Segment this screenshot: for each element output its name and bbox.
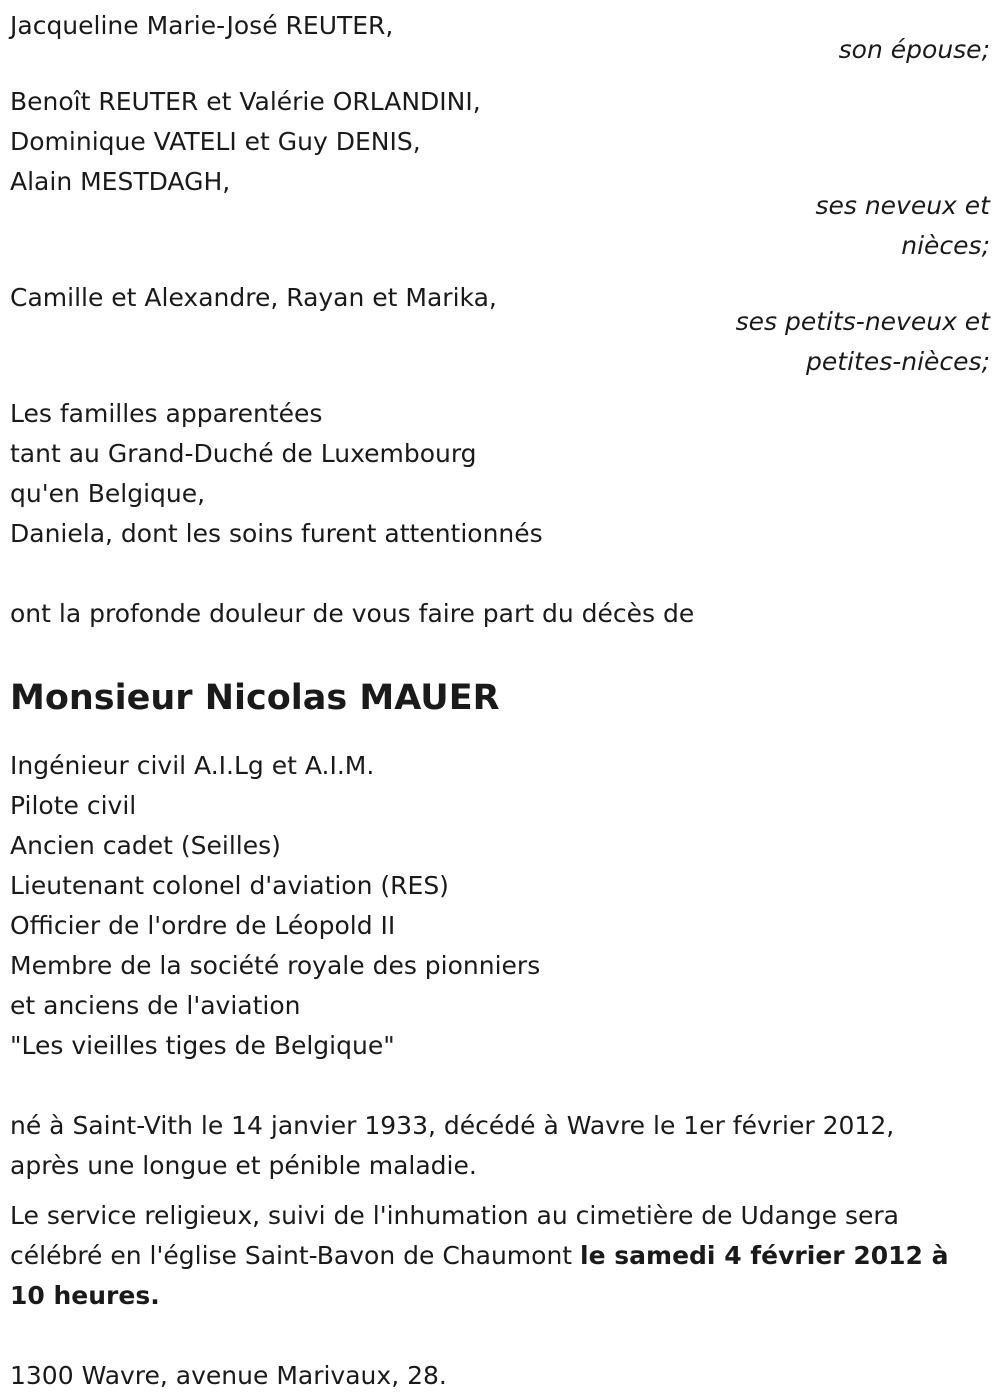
announcement-text: ont la profonde douleur de vous faire part du décès de	[10, 599, 695, 628]
families-line: qu'en Belgique,	[10, 479, 206, 508]
address-line: 1300 Wavre, avenue Marivaux, 28.	[10, 1361, 447, 1390]
spouse-name: Jacqueline Marie-José REUTER,	[10, 11, 394, 40]
nephew-line: Alain MESTDAGH,	[10, 167, 231, 196]
title-line: Officier de l'ordre de Léopold II	[10, 911, 396, 940]
families-line: Daniela, dont les soins furent attentionnés	[10, 519, 543, 548]
nephew-line: Benoît REUTER et Valérie ORLANDINI,	[10, 87, 481, 116]
service-line: Le service religieux, suivi de l'inhumation au cimetière de Udange sera	[10, 1201, 900, 1230]
service-date: le samedi 4 février 2012 à	[580, 1241, 949, 1270]
title-line: Pilote civil	[10, 791, 137, 820]
families-block	[10, 394, 990, 554]
nephew-line: Dominique VATELI et Guy DENIS,	[10, 127, 421, 156]
obituary-notice	[10, 6, 990, 1396]
nephews-role: nièces;	[901, 231, 990, 260]
title-line: Ingénieur civil A.I.Lg et A.I.M.	[10, 751, 375, 780]
service-block	[10, 1196, 990, 1316]
families-line: tant au Grand-Duché de Luxembourg	[10, 439, 477, 468]
birth-death-block	[10, 1106, 990, 1186]
birth-death-line: après une longue et pénible maladie.	[10, 1151, 477, 1180]
title-line: Membre de la société royale des pionniers	[10, 951, 541, 980]
grand-nephew-line: Camille et Alexandre, Rayan et Marika,	[10, 283, 497, 312]
spouse-block	[10, 6, 990, 70]
service-time: 10 heures.	[10, 1281, 160, 1310]
title-line: et anciens de l'aviation	[10, 991, 301, 1020]
spouse-role: son épouse;	[838, 35, 990, 64]
title-line: Ancien cadet (Seilles)	[10, 831, 281, 860]
grand-nephews-block	[10, 278, 990, 382]
nephews-role: ses neveux et	[815, 191, 990, 220]
title-line: "Les vieilles tiges de Belgique"	[10, 1031, 395, 1060]
titles-block	[10, 746, 990, 1066]
deceased-name: Monsieur Nicolas MAUER	[10, 678, 500, 718]
birth-death-line: né à Saint-Vith le 14 janvier 1933, décédé à Wavre le 1er février 2012,	[10, 1111, 895, 1140]
grand-nephews-role: ses petits-neveux et	[735, 307, 990, 336]
service-line	[10, 1236, 990, 1276]
title-line: Lieutenant colonel d'aviation (RES)	[10, 871, 449, 900]
grand-nephews-role: petites-nièces;	[806, 347, 990, 376]
service-location: célébré en l'église Saint-Bavon de Chaumont	[10, 1241, 581, 1270]
families-line: Les familles apparentées	[10, 399, 323, 428]
nephews-block	[10, 82, 990, 266]
